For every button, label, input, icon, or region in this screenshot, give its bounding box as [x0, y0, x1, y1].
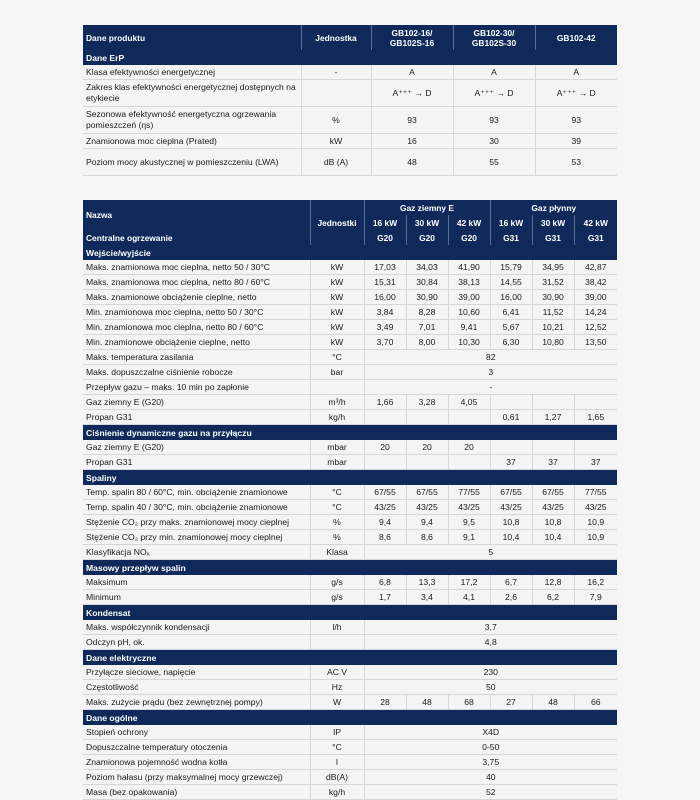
row-value: 43/25: [532, 500, 574, 515]
section-header: [83, 605, 617, 621]
section-header: [83, 560, 617, 576]
row-value: 10,4: [532, 530, 574, 545]
row-value: [490, 395, 532, 410]
row-unit: g/s: [310, 590, 364, 605]
row-value: 28: [364, 695, 406, 710]
row-value: [406, 455, 448, 470]
header-model-42: GB102-42: [535, 25, 617, 50]
row-value: [574, 395, 617, 410]
row-value: 14,55: [490, 275, 532, 290]
row-value-all: 3,7: [364, 620, 617, 635]
data-row: [83, 545, 617, 560]
row-value: 16,2: [574, 575, 617, 590]
row-unit: dB(A): [310, 770, 364, 785]
header-gas-type: G31: [490, 230, 532, 245]
row-value: 34,95: [532, 260, 574, 275]
row-value: 30,90: [532, 290, 574, 305]
section-title: Masowy przepływ spalin: [83, 560, 617, 576]
row-value: 67/55: [406, 485, 448, 500]
header-name: Nazwa: [86, 210, 113, 220]
row-value-all: 5: [364, 545, 617, 560]
row-value: 67/55: [364, 485, 406, 500]
data-row: [83, 260, 617, 275]
section-header: [83, 245, 617, 260]
row-unit: IP: [310, 725, 364, 740]
header-unit: Jednostka: [301, 25, 371, 50]
row-value: 9,41: [448, 320, 490, 335]
row-value: 6,41: [490, 305, 532, 320]
row-value: 77/55: [574, 485, 617, 500]
row-value: 8,28: [406, 305, 448, 320]
row-value: 48: [371, 149, 453, 176]
header-kw: 30 kW: [406, 215, 448, 230]
row-value: 1,66: [364, 395, 406, 410]
header-kw: 16 kW: [364, 215, 406, 230]
row-unit: kW: [301, 134, 371, 149]
row-label: Min. znamionowa moc cieplna, netto 80 / 60°C: [83, 320, 310, 335]
data-row: [83, 755, 617, 770]
row-value: 17,03: [364, 260, 406, 275]
header-gas-type: G20: [448, 230, 490, 245]
row-value-all: 4,8: [364, 635, 617, 650]
section-title: Ciśnienie dynamiczne gazu na przyłączu: [83, 425, 617, 441]
header-product-data: Dane produktu: [86, 32, 146, 43]
header-gas-type: G31: [574, 230, 617, 245]
erp-table: [83, 25, 617, 176]
row-value: 43/25: [364, 500, 406, 515]
row-label: Masa (bez opakowania): [83, 785, 310, 800]
row-label: Maks. temperatura zasilania: [83, 350, 310, 365]
data-row: [83, 530, 617, 545]
section-erp: Dane ErP: [83, 50, 617, 65]
row-value-all: 230: [364, 665, 617, 680]
row-value: 27: [490, 695, 532, 710]
data-row: [83, 740, 617, 755]
row-value: 42,87: [574, 260, 617, 275]
row-value: 16,00: [490, 290, 532, 305]
header-model-16: GB102-16/ GB102S-16: [371, 25, 453, 50]
row-value: 1,65: [574, 410, 617, 425]
row-unit: Hz: [310, 680, 364, 695]
section-title: Dane elektryczne: [83, 650, 617, 666]
section-header: [83, 710, 617, 726]
row-value: 16,00: [364, 290, 406, 305]
data-row: [83, 485, 617, 500]
row-unit: g/s: [310, 575, 364, 590]
row-value: 1,7: [364, 590, 406, 605]
row-value: A: [535, 65, 617, 80]
row-label: Min. znamionowa moc cieplna, netto 50 / 30°C: [83, 305, 310, 320]
row-value: [574, 440, 617, 455]
row-unit: dB (A): [301, 149, 371, 176]
row-value: 9,4: [406, 515, 448, 530]
row-unit: kg/h: [310, 785, 364, 800]
data-row: [83, 680, 617, 695]
row-value: 77/55: [448, 485, 490, 500]
header-gas-type: G20: [364, 230, 406, 245]
row-label: Maks. znamionowa moc cieplna, netto 80 / 60°C: [83, 275, 310, 290]
row-label: Odczyn pH, ok.: [83, 635, 310, 650]
row-value: A: [453, 65, 535, 80]
row-value: 7,9: [574, 590, 617, 605]
row-unit: AC V: [310, 665, 364, 680]
header-gas-type: G31: [532, 230, 574, 245]
row-value: [364, 410, 406, 425]
erp-row: [83, 134, 617, 149]
row-label: Gaz ziemny E (G20): [83, 440, 310, 455]
row-value: 37: [532, 455, 574, 470]
header-model-30: GB102-30/ GB102S-30: [453, 25, 535, 50]
row-value: 12,52: [574, 320, 617, 335]
row-label: Propan G31: [83, 455, 310, 470]
row-label: Sezonowa efektywność energetyczna ogrzewania pomieszczeń (ηs): [83, 107, 301, 134]
row-label: Maks. znamionowa moc cieplna, netto 50 / 30°C: [83, 260, 310, 275]
row-label: Maks. zużycie prądu (bez zewnętrznej pompy): [83, 695, 310, 710]
row-unit: °C: [310, 350, 364, 365]
row-value: 9,4: [364, 515, 406, 530]
row-value: 31,52: [532, 275, 574, 290]
section-header: [83, 425, 617, 441]
section-title: Kondensat: [83, 605, 617, 621]
row-label: Dopuszczalne temperatury otoczenia: [83, 740, 310, 755]
row-label: Znamionowa pojemność wodna kotła: [83, 755, 310, 770]
row-unit: mbar: [310, 455, 364, 470]
row-value-all: 0-50: [364, 740, 617, 755]
row-unit: %: [310, 515, 364, 530]
erp-row: [83, 149, 617, 176]
row-value: 10,60: [448, 305, 490, 320]
data-row: [83, 320, 617, 335]
row-label: Znamionowa moc cieplna (Prated): [83, 134, 301, 149]
row-label: Maks. znamionowe obciążenie cieplne, netto: [83, 290, 310, 305]
data-row: [83, 620, 617, 635]
row-value: [448, 455, 490, 470]
data-row: [83, 770, 617, 785]
row-value: 16: [371, 134, 453, 149]
row-label: Klasa efektywności energetycznej: [83, 65, 301, 80]
row-label: Zakres klas efektywności energetycznej dostępnych na etykiecie: [83, 80, 301, 107]
row-value: 10,9: [574, 515, 617, 530]
row-value: A⁺⁺⁺ → D: [453, 80, 535, 107]
data-row: [83, 575, 617, 590]
data-row: [83, 665, 617, 680]
row-value: 4,05: [448, 395, 490, 410]
row-value: 43/25: [490, 500, 532, 515]
row-value: 3,28: [406, 395, 448, 410]
row-value: 8,6: [364, 530, 406, 545]
row-value: 55: [453, 149, 535, 176]
row-value: [448, 410, 490, 425]
row-value: 2,6: [490, 590, 532, 605]
row-value-all: -: [364, 380, 617, 395]
row-value: 38,42: [574, 275, 617, 290]
data-row: [83, 335, 617, 350]
spec-sheet: [83, 25, 617, 800]
data-row: [83, 290, 617, 305]
row-unit: %: [301, 107, 371, 134]
row-value: 7,01: [406, 320, 448, 335]
row-value-all: 3: [364, 365, 617, 380]
section-title: Spaliny: [83, 470, 617, 486]
row-value: 20: [448, 440, 490, 455]
row-value-all: 52: [364, 785, 617, 800]
row-label: Przyłącze sieciowe, napięcie: [83, 665, 310, 680]
row-value: 43/25: [448, 500, 490, 515]
row-unit: [310, 635, 364, 650]
row-value-all: 82: [364, 350, 617, 365]
header-units: Jednostki: [310, 200, 364, 245]
row-unit: kW: [310, 275, 364, 290]
row-label: Maks. dopuszczalne ciśnienie robocze: [83, 365, 310, 380]
row-value: 1,27: [532, 410, 574, 425]
row-value: 67/55: [532, 485, 574, 500]
row-label: Min. znamionowe obciążenie cieplne, netto: [83, 335, 310, 350]
row-value: 10,4: [490, 530, 532, 545]
section-title: Dane ogólne: [83, 710, 617, 726]
row-value: [532, 395, 574, 410]
row-value: 3,70: [364, 335, 406, 350]
row-value: 48: [532, 695, 574, 710]
row-unit: m³/h: [310, 395, 364, 410]
header-kw: 30 kW: [532, 215, 574, 230]
row-value: 9,5: [448, 515, 490, 530]
erp-row: [83, 80, 617, 107]
row-value: 43/25: [406, 500, 448, 515]
row-value: 9,1: [448, 530, 490, 545]
section-header: [83, 470, 617, 486]
row-value: [364, 455, 406, 470]
data-row: [83, 305, 617, 320]
row-value: 4,1: [448, 590, 490, 605]
row-value: 66: [574, 695, 617, 710]
row-value: 20: [364, 440, 406, 455]
row-label: Maks. współczynnik kondensacji: [83, 620, 310, 635]
row-label: Stężenie CO₂ przy min. znamionowej mocy cieplnej: [83, 530, 310, 545]
row-value: 67/55: [490, 485, 532, 500]
row-value: 3,84: [364, 305, 406, 320]
row-value: 14,24: [574, 305, 617, 320]
data-row: [83, 365, 617, 380]
row-value: 20: [406, 440, 448, 455]
row-unit: [310, 380, 364, 395]
row-value-all: 40: [364, 770, 617, 785]
erp-row: [83, 65, 617, 80]
row-value: A: [371, 65, 453, 80]
data-row: [83, 515, 617, 530]
row-value: 6,8: [364, 575, 406, 590]
row-value: 11,52: [532, 305, 574, 320]
row-value: 37: [574, 455, 617, 470]
row-value: 10,8: [490, 515, 532, 530]
data-row: [83, 590, 617, 605]
header-gas-type: G20: [406, 230, 448, 245]
row-value: 6,30: [490, 335, 532, 350]
data-row: [83, 785, 617, 800]
row-value: 10,9: [574, 530, 617, 545]
row-value: 30,90: [406, 290, 448, 305]
row-unit: -: [301, 65, 371, 80]
row-label: Stężenie CO₂ przy maks. znamionowej mocy cieplnej: [83, 515, 310, 530]
row-value: 3,49: [364, 320, 406, 335]
row-value: 93: [371, 107, 453, 134]
row-unit: °C: [310, 485, 364, 500]
row-unit: l/h: [310, 620, 364, 635]
row-value: 6,7: [490, 575, 532, 590]
data-row: [83, 440, 617, 455]
row-label: Poziom hałasu (przy maksymalnej mocy grzewczej): [83, 770, 310, 785]
row-value: 41,90: [448, 260, 490, 275]
header-natural-gas: Gaz ziemny E: [364, 200, 490, 215]
erp-header-row: [83, 25, 617, 50]
row-label: Temp. spalin 80 / 60°C, min. obciążenie znamionowe: [83, 485, 310, 500]
row-label: Maksimum: [83, 575, 310, 590]
header-row-groups: [83, 200, 617, 215]
row-label: Częstotliwość: [83, 680, 310, 695]
row-value: 30: [453, 134, 535, 149]
row-value: 30,84: [406, 275, 448, 290]
data-row: [83, 380, 617, 395]
row-value: 13,50: [574, 335, 617, 350]
row-value: 38,13: [448, 275, 490, 290]
row-value: 15,31: [364, 275, 406, 290]
row-unit: kg/h: [310, 410, 364, 425]
row-value-all: X4D: [364, 725, 617, 740]
row-value: [532, 440, 574, 455]
header-kw: 16 kW: [490, 215, 532, 230]
section-header: [83, 650, 617, 666]
data-row: [83, 455, 617, 470]
row-unit: °C: [310, 500, 364, 515]
row-value: 8,00: [406, 335, 448, 350]
row-label: Poziom mocy akustycznej w pomieszczeniu (LWA): [83, 149, 301, 176]
row-value: 15,79: [490, 260, 532, 275]
data-row: [83, 395, 617, 410]
row-value: 8,6: [406, 530, 448, 545]
row-label: Klasyfikacja NOₓ: [83, 545, 310, 560]
row-value: 68: [448, 695, 490, 710]
row-unit: °C: [310, 740, 364, 755]
header-kw: 42 kW: [448, 215, 490, 230]
row-label: Stopień ochrony: [83, 725, 310, 740]
header-lpg: Gaz płynny: [490, 200, 617, 215]
row-value: 10,8: [532, 515, 574, 530]
row-value-all: 50: [364, 680, 617, 695]
header-kw: 42 kW: [574, 215, 617, 230]
row-value: 10,21: [532, 320, 574, 335]
row-value: 39,00: [574, 290, 617, 305]
row-label: Temp. spalin 40 / 30°C, min. obciążenie znamionowe: [83, 500, 310, 515]
row-unit: kW: [310, 335, 364, 350]
data-row: [83, 350, 617, 365]
row-value: 5,67: [490, 320, 532, 335]
row-value: [406, 410, 448, 425]
erp-row: [83, 107, 617, 134]
row-value: 93: [453, 107, 535, 134]
row-unit: kW: [310, 290, 364, 305]
row-value: 6,2: [532, 590, 574, 605]
row-value: A⁺⁺⁺ → D: [371, 80, 453, 107]
row-value: [490, 440, 532, 455]
row-unit: Klasa: [310, 545, 364, 560]
row-value: 39: [535, 134, 617, 149]
row-label: Minimum: [83, 590, 310, 605]
row-value: 10,30: [448, 335, 490, 350]
row-unit: [301, 80, 371, 107]
row-unit: %: [310, 530, 364, 545]
data-row: [83, 275, 617, 290]
section-title: Wejście/wyjście: [83, 245, 617, 260]
row-value: 0,61: [490, 410, 532, 425]
row-label: Propan G31: [83, 410, 310, 425]
row-value: A⁺⁺⁺ → D: [535, 80, 617, 107]
row-value-all: 3,75: [364, 755, 617, 770]
row-value: 12,8: [532, 575, 574, 590]
data-row: [83, 695, 617, 710]
row-value: 10,80: [532, 335, 574, 350]
row-value: 39,00: [448, 290, 490, 305]
row-unit: W: [310, 695, 364, 710]
row-value: 3,4: [406, 590, 448, 605]
tech-data-table: [83, 200, 617, 800]
row-label: Gaz ziemny E (G20): [83, 395, 310, 410]
data-row: [83, 725, 617, 740]
data-row: [83, 635, 617, 650]
row-unit: l: [310, 755, 364, 770]
row-unit: kW: [310, 305, 364, 320]
row-unit: bar: [310, 365, 364, 380]
row-value: 43/25: [574, 500, 617, 515]
row-value: 37: [490, 455, 532, 470]
data-row: [83, 500, 617, 515]
row-value: 48: [406, 695, 448, 710]
row-value: 53: [535, 149, 617, 176]
row-value: 17,2: [448, 575, 490, 590]
header-central-heating: Centralne ogrzewanie: [86, 232, 173, 243]
data-row: [83, 410, 617, 425]
row-unit: kW: [310, 320, 364, 335]
row-unit: mbar: [310, 440, 364, 455]
row-value: 13,3: [406, 575, 448, 590]
row-label: Przepływ gazu – maks. 10 min po zapłonie: [83, 380, 310, 395]
row-unit: kW: [310, 260, 364, 275]
row-value: 34,03: [406, 260, 448, 275]
row-value: 93: [535, 107, 617, 134]
